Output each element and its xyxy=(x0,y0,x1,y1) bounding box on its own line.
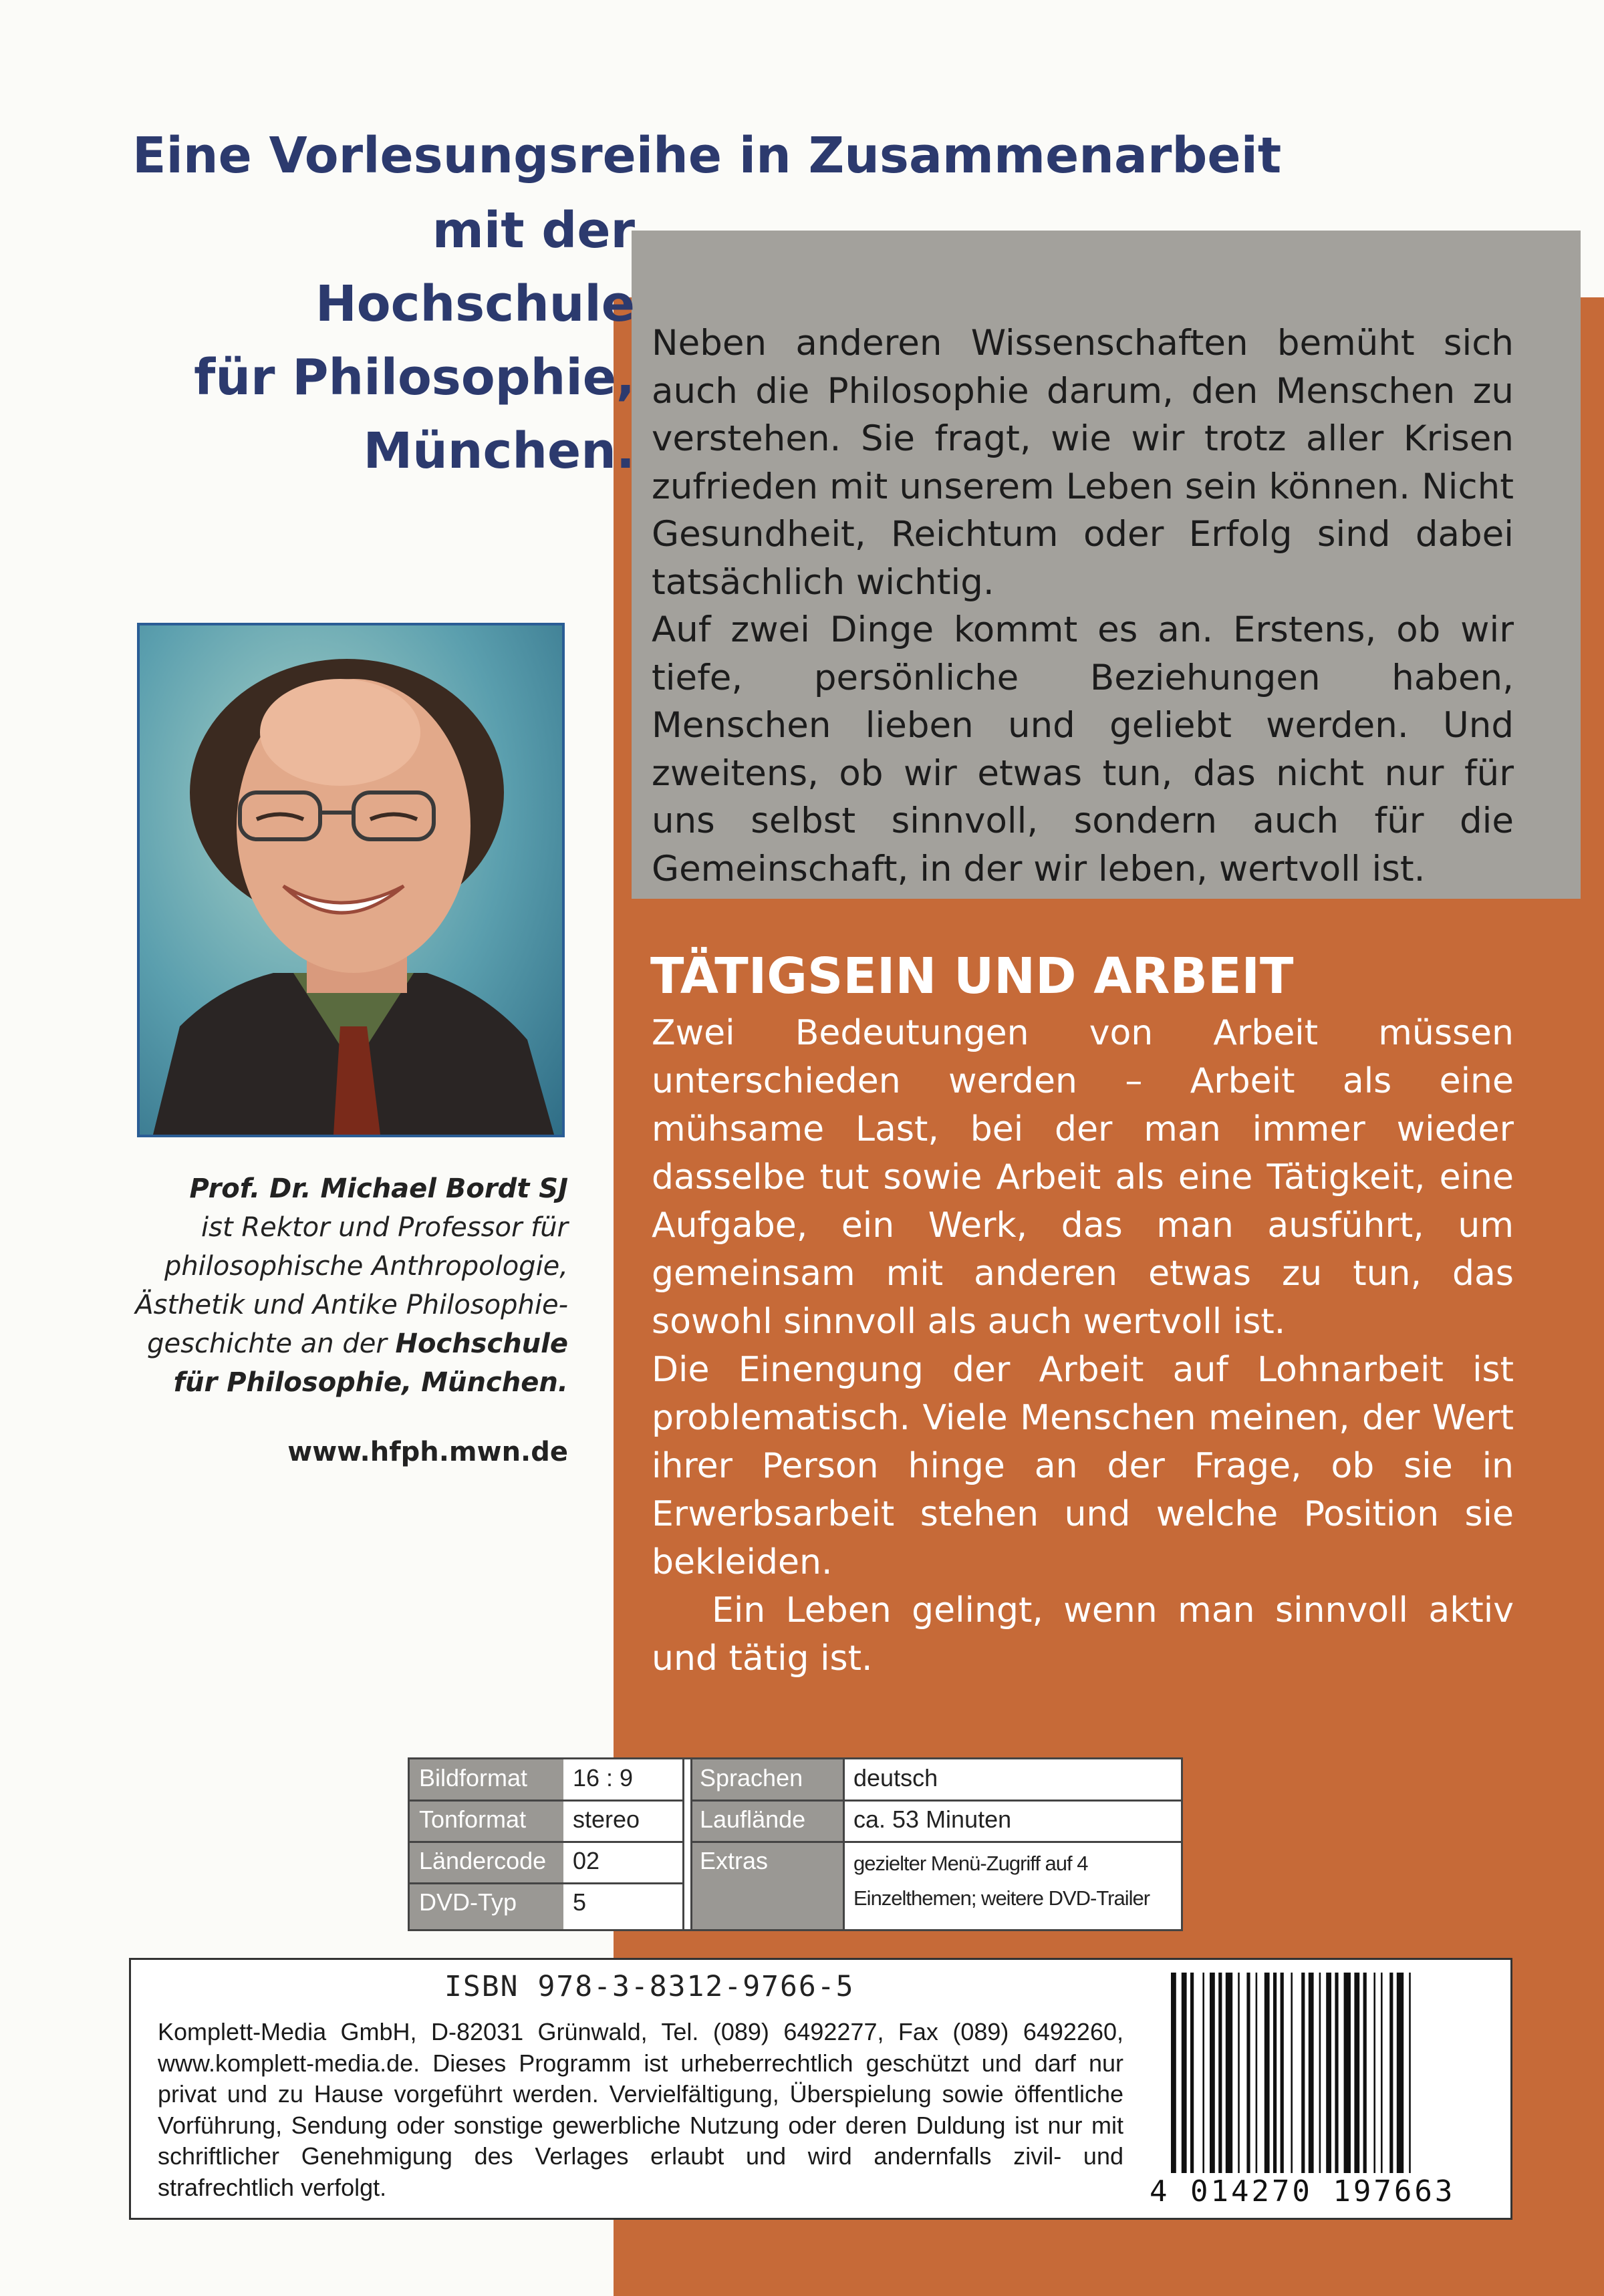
spec-col-divider xyxy=(843,1759,845,1929)
headline-line-2: mit der xyxy=(432,202,635,259)
section-paragraph-2: Die Einengung der Arbeit auf Lohnarbeit ist problematisch. Viele Menschen meinen, der Wert ihrer Person hinge an der Frage, ob sie in Erwerbsarbeit stehen und welche Position sie bekleiden. xyxy=(652,1350,1514,1582)
spec-col-divider xyxy=(690,1759,692,1929)
portrait-illustration xyxy=(140,625,562,1135)
spec-label-tonformat: Tonformat xyxy=(410,1801,563,1842)
section-paragraph-1: Zwei Bedeutungen von Arbeit müssen unterschieden werden – Arbeit als eine mühsame Last, bei der man immer wieder dasselbe tut sowie Arbeit als eine Tätigkeit, eine Aufgabe, ein Werk, das man ausführt, um gemeinsam mit anderen etwas zu tun, das sowohl sinnvoll als auch wertvoll ist. xyxy=(652,1013,1514,1342)
author-bio-line-3: Ästhetik und Antike Philosophie- xyxy=(135,1290,568,1320)
section-title: TÄTIGSEIN UND ARBEIT xyxy=(650,948,1294,1005)
spec-column-gap xyxy=(684,1759,690,1929)
spec-label-laufl: Lauflände xyxy=(690,1801,844,1842)
extras-line-1: gezielter Menü-Zugriff auf 4 xyxy=(853,1852,1088,1875)
section-paragraph-3: Ein Leben gelingt, wenn man sinnvoll aktiv und tätig ist. xyxy=(652,1590,1514,1679)
spec-label-bildformat: Bildformat xyxy=(410,1759,563,1801)
headline-line-5: München. xyxy=(363,422,635,480)
isbn-number: ISBN 978-3-8312-9766-5 xyxy=(444,1970,855,2003)
author-institution-2: für Philosophie, München. xyxy=(173,1367,568,1398)
spec-value-laendercode: 02 xyxy=(563,1842,684,1884)
spec-label-sprachen: Sprachen xyxy=(690,1759,844,1801)
spec-label-dvdtyp: DVD-Typ xyxy=(410,1884,563,1929)
spec-label-laendercode: Ländercode xyxy=(410,1842,563,1884)
spec-col-divider xyxy=(682,1759,684,1929)
spec-row-divider xyxy=(410,1800,1181,1802)
author-institution-1: Hochschule xyxy=(395,1328,568,1359)
author-bio-line-4: geschichte an der xyxy=(147,1328,387,1359)
headline-line-4: für Philosophie, xyxy=(194,349,635,406)
spec-value-bildformat: 16 : 9 xyxy=(563,1759,684,1801)
spec-value-sprachen: deutsch xyxy=(844,1759,1181,1801)
spec-value-extras xyxy=(844,1842,1181,1929)
author-name: Prof. Dr. Michael Bordt SJ xyxy=(189,1173,568,1204)
spec-value-laufl: ca. 53 Minuten xyxy=(844,1801,1181,1842)
author-caption xyxy=(100,1169,568,1402)
legal-text: Komplett-Media GmbH, D-82031 Grünwald, Tel. (089) 6492277, Fax (089) 6492260, www.komplett-media.de. Dieses Programm ist urheberrechtlich geschützt und darf nur privat und zu Hause vorgeführt werden. Vervielfältigung, Überspielung sowie öffentliche Vorführung, Sendung oder sonstige gewerbliche Nutzung oder deren Duldung ist nur mit schriftlicher Genehmigung des Verlages erlaubt und wird andernfalls zivil- und strafrechtlich verfolgt. xyxy=(158,2018,1123,2201)
spec-row-divider xyxy=(410,1841,1181,1843)
spec-value-tonformat: stereo xyxy=(563,1801,684,1842)
barcode-number: 4 014270 197663 xyxy=(1150,2174,1456,2208)
spec-row-divider xyxy=(410,1882,684,1884)
barcode-image xyxy=(1168,1973,1496,2173)
website-link[interactable]: www.hfph.mwn.de xyxy=(287,1437,568,1467)
author-bio-line-2: philosophische Anthropologie, xyxy=(164,1251,568,1282)
section-body xyxy=(652,1009,1514,1683)
spec-label-extras: Extras xyxy=(690,1842,844,1929)
spec-table xyxy=(408,1757,1183,1931)
intro-paragraph-2: Auf zwei Dinge kommt es an. Erstens, ob wir tiefe, persönliche Beziehungen haben, Menschen lieben und geliebt werden. Und zweitens, ob wir etwas tun, das nicht nur für uns selbst sinnvoll, sondern auch für die Gemeinschaft, in der wir leben, wertvoll ist. xyxy=(652,609,1514,889)
intro-paragraph-1: Neben anderen Wissenschaften bemüht sich auch die Philosophie darum, den Menschen zu verstehen. Sie fragt, wie wir trotz aller Krisen zufrieden mit unserem Leben sein können. Nicht Gesundheit, Reichtum oder Erfolg sind dabei tatsächlich wichtig. xyxy=(652,323,1514,603)
author-bio-line-1: ist Rektor und Professor für xyxy=(201,1212,568,1243)
headline-line-1: Eine Vorlesungsreihe in Zusammenarbeit xyxy=(132,127,1282,184)
spec-value-dvdtyp: 5 xyxy=(563,1884,684,1929)
intro-text xyxy=(652,319,1514,893)
author-portrait xyxy=(137,623,565,1137)
extras-line-2: Einzelthemen; weitere DVD-Trailer xyxy=(853,1886,1150,1910)
headline-line-3: Hochschule xyxy=(315,275,635,333)
